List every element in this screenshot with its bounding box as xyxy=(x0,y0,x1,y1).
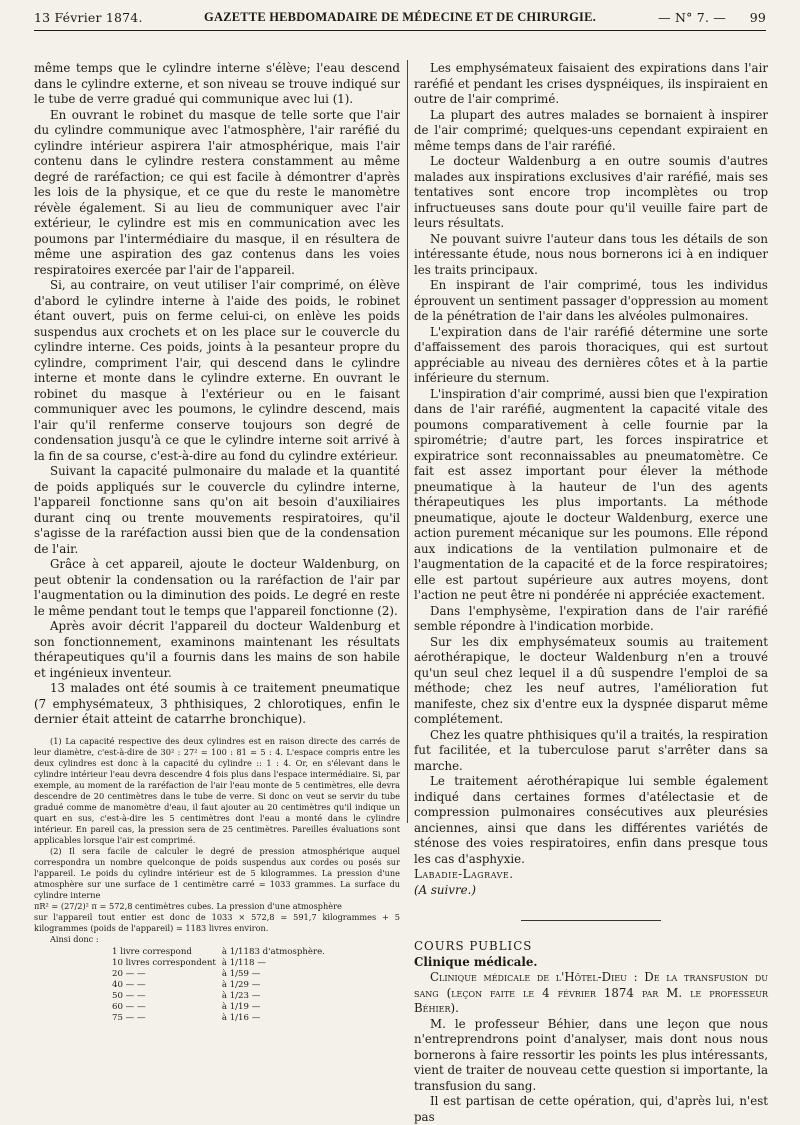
page-number: 99 xyxy=(749,10,766,25)
footnote-ainsi: Ainsi donc : xyxy=(50,933,99,944)
to-be-continued: (A suivre.) xyxy=(414,882,476,897)
table-row xyxy=(112,1013,331,1024)
table-cell: 10 livres correspondent xyxy=(112,957,216,968)
body-paragraph: En inspirant de l'air comprimé, tous les individus éprouvent un sentiment passager d'oppression au moment de la pénétration de l'air dans les alvéoles pulmonaires. xyxy=(414,278,768,323)
table-cell: à 1/16 — xyxy=(221,1012,261,1023)
column-divider xyxy=(407,60,408,823)
clinique-heading: Clinique médicale de l'Hôtel-Dieu : De la transfusion du sang (leçon faite le 4 février 1874 par M. le professeur Béhier). xyxy=(414,970,768,1015)
body-paragraph: En ouvrant le robinet du masque de telle sorte que l'air du cylindre communique avec l'atmosphère, l'air raréfié du cylindre intérieur aspirera l'air atmosphérique, mais l'air contenu dans le cylindre restera constamment au même degré de raréfaction; ce qui est facile à démontrer d'après les lois de la physique, et ce que du reste le manomètre révèle également. Si au lieu de communiquer avec l'air extérieur, le cylindre est mis en communication avec les poumons par l'intermédiaire du masque, il en résultera de même une aspiration des gaz contenus dans les voies respiratoires exercée par l'air de l'appareil. xyxy=(34,107,400,277)
body-paragraph: 13 malades ont été soumis à ce traitement pneumatique (7 emphysémateux, 3 phthisiques, 2 chlorotiques, enfin le dernier était atteint de catarrhe bronchique). xyxy=(34,681,400,726)
body-paragraph: Ne pouvant suivre l'auteur dans tous les détails de son intéressante étude, nous nous bornerons ici à en indiquer les traits principaux. xyxy=(414,231,768,277)
body-paragraph: M. le professeur Béhier, dans une leçon que nous n'entreprendrons point d'analyser, mais dont nous nous bornerons à faire ressortir les points les plus intéressants, vient de traiter de nouveau cette question si importante, la transfusion du sang. xyxy=(414,1016,768,1093)
table-cell: 40 — — xyxy=(112,979,146,990)
table-cell: à 1/29 — xyxy=(221,979,261,990)
table-cell: à 1/59 — xyxy=(221,968,261,979)
table-row xyxy=(112,958,331,969)
table-cell: à 1/19 — xyxy=(221,1001,261,1012)
footnote-2: (2) Il sera facile de calculer le degré de pression atmosphérique auquel correspondra un nombre quelconque de poids suspendus aux cordes ou posés sur l'appareil. Le poids du cylindre intérieur est de 5 kilogrammes. La pression d'une atmosphère sur une surface de 1 centimètre carré = 1033 grammes. La surface du cylindre interne xyxy=(34,845,400,900)
table-cell: à 1/1183 d'atmosphère. xyxy=(221,946,325,957)
body-paragraph: Il est partisan de cette opération, qui, d'après lui, n'est pas xyxy=(414,1094,768,1124)
body-paragraph: Dans l'emphysème, l'expiration dans de l'air raréfié semble répondre à l'indication morbide. xyxy=(414,603,768,633)
footnote-2-continued: sur l'appareil tout entier est donc de 1033 × 572,8 = 591,7 kilogrammes + 5 kilogrammes (poids de l'appareil) = 1183 livres environ. xyxy=(34,911,400,933)
table-cell: 50 — — xyxy=(112,990,146,1001)
issue-date: 13 Février 1874. xyxy=(34,10,143,25)
body-paragraph: L'expiration dans de l'air raréfié détermine une sorte d'affaissement des parois thoraciques, qui est surtout appréciable au niveau des dernières côtes et à la partie inférieure du sternum. xyxy=(414,324,768,385)
body-paragraph: Grâce à cet appareil, ajoute le docteur Waldenburg, on peut obtenir la condensation ou la raréfaction de l'air par l'augmentation ou la diminution des poids. Le degré en reste le même pendant tout le temps que l'appareil fonctionne (2). xyxy=(34,557,400,618)
table-row xyxy=(112,947,331,958)
body-paragraph: L'inspiration d'air comprimé, aussi bien que l'expiration dans de l'air raréfié, augmentent la capacité vitale des poumons comparativement à celle fournie par la spirométrie; d'autre part, les forces inspiratrice et expiratrice sont reconnaissables au pneumatomètre. Ce fait est assez important pour élever la méthode pneumatique à la hauteur de l'un des agents thérapeutiques les plus importants. La méthode pneumatique, ajoute le docteur Waldenburg, exerce une action purement mécanique sur les poumons. Elle répond aux indications de la ventilation pulmonaire et de l'augmentation de la capacité et de la force respiratoires; elle est partout supérieure aux autres moyens, dont l'action ne peut être ni pondérée ni appréciée exactement. xyxy=(414,386,768,602)
table-cell: à 1/118 — xyxy=(221,957,266,968)
body-paragraph: Si, au contraire, on veut utiliser l'air comprimé, on élève d'abord le cylindre interne à l'aide des poids, le robinet étant ouvert, puis on ferme celui-ci, on enlève les poids suspendus aux crochets et on les place sur le couvercle du cylindre interne. Ces poids, joints à la pesanteur propre du cylindre, compriment l'air, qui descend dans le cylindre interne et monte dans le cylindre externe. En ouvrant le robinet du masque à l'extérieur ou en le faisant communiquer avec les poumons, le cylindre descend, mais l'air qu'il renferme conserve toujours son degré de condensation jusqu'à ce que le cylindre interne soit arrivé à la fin de sa course, c'est-à-dire au fond du cylindre extérieur. xyxy=(34,278,400,463)
body-paragraph: même temps que le cylindre interne s'élève; l'eau descend dans le cylindre externe, et son niveau se trouve indiqué sur le tube de verre gradué qui communique avec lui (1). xyxy=(34,61,400,106)
footnote-formula: πR² = (27/2)² π = 572,8 centimètres cubes. La pression d'une atmosphère xyxy=(34,900,342,911)
table-cell: 75 — — xyxy=(112,1012,146,1023)
left-column xyxy=(34,61,400,1024)
body-paragraph: Sur les dix emphysémateux soumis au traitement aérothérapique, le docteur Waldenburg n'en a trouvé qu'un seul chez lequel il a dû suspendre l'emploi de sa méthode; chez les neuf autres, l'amélioration fut manifeste, chez six d'entre eux la dyspnée disparut même complétement. xyxy=(414,634,768,726)
header-rule xyxy=(34,30,766,31)
body-paragraph: Le docteur Waldenburg a en outre soumis d'autres malades aux inspirations exclusives d'air raréfié, mais ses tentatives sont encore trop incomplètes ou trop infructueuses sans doute pour qu'il veuille faire part de leurs résultats. xyxy=(414,154,768,230)
table-cell: 20 — — xyxy=(112,968,146,979)
table-cell: à 1/23 — xyxy=(221,990,261,1001)
table-row xyxy=(112,1002,331,1013)
pressure-table xyxy=(112,947,331,1024)
body-paragraph: Chez les quatre phthisiques qu'il a traités, la respiration fut facilitée, et la tuberculose parut s'arrêter dans sa marche. xyxy=(414,727,768,773)
table-row xyxy=(112,980,331,991)
section-divider xyxy=(521,920,661,921)
table-cell: 60 — — xyxy=(112,1001,146,1012)
issue-number: — N° 7. — xyxy=(658,10,726,25)
body-paragraph: Les emphysémateux faisaient des expirations dans l'air raréfié et pendant les crises dyspnéiques, ils inspiraient en outre de l'air comprimé. xyxy=(414,61,768,106)
right-column xyxy=(414,61,768,1125)
body-paragraph: Après avoir décrit l'appareil du docteur Waldenburg et son fonctionnement, examinons maintenant les résultats thérapeutiques qu'il a fournis dans les mains de son habile et ingénieux inventeur. xyxy=(34,619,400,680)
table-cell: 1 livre correspond xyxy=(112,946,192,957)
body-paragraph: Le traitement aérothérapique lui semble également indiqué dans certaines formes d'atélectasie et de compression pulmonaires consécutives aux pleurésies anciennes, ainsi que dans les différentes variétés de sténose des voies respiratoires, enfin dans presque tous les cas d'asphyxie. xyxy=(414,774,768,866)
footnote-1: (1) La capacité respective des deux cylindres est en raison directe des carrés de leur diamètre, c'est-à-dire de 30² : 27² = 100 : 81 = 5 : 4. L'espace compris entre les deux cylindres est donc à la capacité du cylindre :: 1 : 4. Or, en s'élevant dans le cylindre intérieur l'eau devra descendre 4 fois plus dans l'espace intermédiaire. Si, par exemple, au moment de la raréfaction de l'air l'eau monte de 5 centimètres, elle devra descendre de 20 centimètres dans le tube de verre. Si donc on veut se servir du tube gradué comme de manomètre d'eau, il faut ajouter au 20 centimètres qu'il indique un quart en sus, c'est-à-dire les 5 centimètres dont l'eau a monté dans le cylindre intérieur. En pareil cas, la pression sera de 25 centimètres. Pareilles évaluations sont applicables lorsque l'air est comprimé. xyxy=(34,735,400,845)
journal-title: GAZETTE HEBDOMADAIRE DE MÉDECINE ET DE CHIRURGIE. xyxy=(204,10,596,24)
body-paragraph: La plupart des autres malades se bornaient à inspirer de l'air comprimé; quelques-uns cependant expiraient en même temps dans de l'air raréfié. xyxy=(414,107,768,153)
author-signature: Labadie-Lagrave. xyxy=(414,867,514,881)
page-header xyxy=(34,6,766,32)
footnotes xyxy=(34,736,400,1024)
section-subtitle: Clinique médicale. xyxy=(414,954,538,969)
table-row xyxy=(112,991,331,1002)
table-row xyxy=(112,969,331,980)
section-title: COURS PUBLICS xyxy=(414,939,533,953)
body-paragraph: Suivant la capacité pulmonaire du malade et la quantité de poids appliqués sur le couvercle du cylindre interne, l'appareil fonctionne sans qu'on ait besoin d'auxiliaires durant cinq ou trente mouvements respiratoires, qu'il s'agisse de la raréfaction aussi bien que de la condensation de l'air. xyxy=(34,464,400,556)
